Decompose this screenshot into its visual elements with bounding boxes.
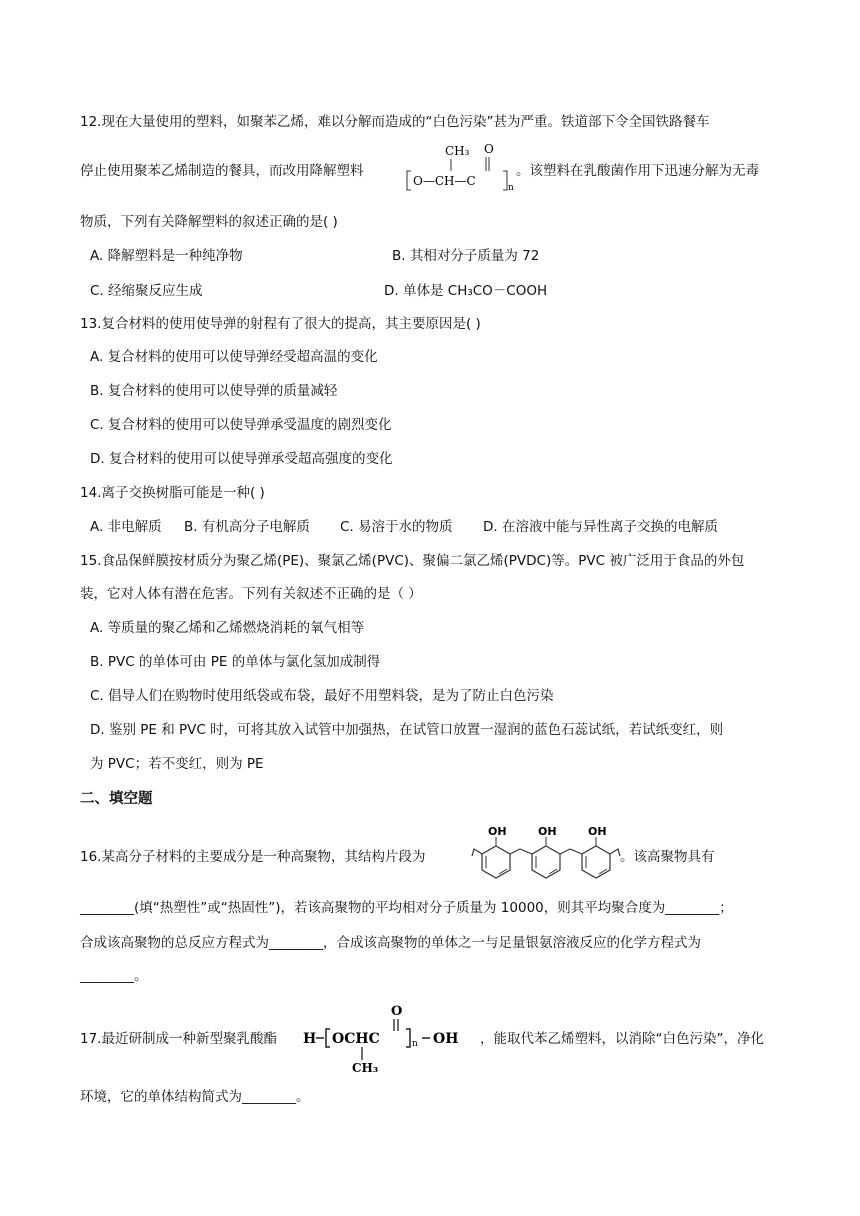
- q16-phenol-resin-structure: [462, 822, 622, 888]
- q15-option-b: B. PVC 的单体可由 PE 的单体与氯化氢加成制得: [90, 654, 381, 670]
- repeat-unit: O—CH—C: [413, 174, 476, 188]
- q16-blank-1[interactable]: ________: [80, 900, 134, 916]
- repeat-unit: OCHC: [332, 1031, 380, 1047]
- q16-line2: [80, 899, 733, 917]
- oh-label-1: OH: [488, 825, 507, 838]
- q15-option-d-line1: D. 鉴别 PE 和 PVC 时，可将其放入试管中加强热，在试管口放置一湿润的蓝色石蕊试纸，若试纸变红，则: [90, 722, 724, 738]
- q16-line2-text: (填“热塑性”或“热固性”)，若该高聚物的平均相对分子质量为 10000，则其平均聚合度为________；: [134, 900, 733, 916]
- q13-option-b: B. 复合材料的使用可以使导弹的质量减轻: [90, 383, 338, 399]
- oh-end-label: OH: [433, 1031, 459, 1047]
- q12-option-c: C. 经缩聚反应生成: [90, 283, 203, 299]
- q12-polymer-formula: [405, 140, 517, 196]
- section-title: 二、填空题: [80, 791, 153, 807]
- q16-line1-start: 16.某高分子材料的主要成分是一种高聚物，其结构片段为: [80, 849, 426, 865]
- q13-stem: 13.复合材料的使用使导弹的射程有了很大的提高，其主要原因是( ): [80, 316, 481, 332]
- q14-option-b: B. 有机高分子电解质: [184, 519, 310, 535]
- subscript-n: n: [508, 183, 514, 193]
- q12-option-d: D. 单体是 CH₃CO－COOH: [384, 283, 548, 299]
- carbonyl-o-label: O: [484, 142, 494, 156]
- q14-stem: 14.离子交换树脂可能是一种( ): [80, 485, 265, 501]
- q13-option-d: D. 复合材料的使用可以使导弹承受超高强度的变化: [90, 451, 393, 467]
- ch3-label: CH₃: [352, 1061, 379, 1074]
- q14-option-a: A. 非电解质: [90, 519, 162, 535]
- q12-option-a: A. 降解塑料是一种纯净物: [90, 248, 243, 264]
- q15-line2: 装，它对人体有潜在危害。下列有关叙述不正确的是（ ）: [80, 586, 422, 602]
- q16-line1-end: 。该高聚物具有: [620, 849, 715, 865]
- q12-line1: 12.现在大量使用的塑料，如聚苯乙烯，难以分解而造成的“白色污染”甚为严重。铁道部下令全国铁路餐车: [80, 114, 710, 130]
- subscript-n: n: [412, 1039, 418, 1049]
- q12-line3: 物质，下列有关降解塑料的叙述正确的是( ): [80, 214, 338, 230]
- q13-option-a: A. 复合材料的使用可以使导弹经受超高温的变化: [90, 349, 378, 365]
- oh-label-3: OH: [588, 825, 607, 838]
- q15-option-c: C. 倡导人们在购物时使用纸袋或布袋，最好不用塑料袋，是为了防止白色污染: [90, 688, 554, 704]
- q17-line2: 环境，它的单体结构简式为________。: [80, 1089, 310, 1105]
- q15-line1: 15.食品保鲜膜按材质分为聚乙烯(PE)、聚氯乙烯(PVC)、聚偏二氯乙烯(PVDC)等。PVC 被广泛用于食品的外包: [80, 553, 745, 569]
- q15-option-d-line2: 为 PVC；若不变红，则为 PE: [90, 756, 264, 772]
- carbonyl-o-label: O: [391, 1004, 403, 1019]
- h-end-label: H: [303, 1031, 317, 1047]
- oh-label-2: OH: [538, 825, 557, 838]
- q13-option-c: C. 复合材料的使用可以使导弹承受温度的剧烈变化: [90, 417, 392, 433]
- q14-option-d: D. 在溶液中能与异性离子交换的电解质: [483, 519, 718, 535]
- ch3-label: CH₃: [445, 144, 470, 158]
- q16-line3: 合成该高聚物的总反应方程式为________，合成该高聚物的单体之一与足量银氨溶液反应的化学方程式为: [80, 935, 701, 951]
- q17-line1-start: 17.最近研制成一种新型聚乳酸酯: [80, 1031, 277, 1047]
- q15-option-a: A. 等质量的聚乙烯和乙烯燃烧消耗的氧气相等: [90, 620, 365, 636]
- q16-line4: ________。: [80, 968, 148, 984]
- q17-polylactic-formula: [302, 1000, 490, 1074]
- q12-option-b: B. 其相对分子质量为 72: [392, 248, 540, 264]
- q17-line1-end: ，能取代苯乙烯塑料，以消除“白色污染”，净化: [480, 1031, 764, 1047]
- q12-line2-end: 。该塑料在乳酸菌作用下迅速分解为无毒: [516, 163, 759, 179]
- q14-option-c: C. 易溶于水的物质: [340, 519, 453, 535]
- q12-line2-start: 停止使用聚苯乙烯制造的餐具，而改用降解塑料: [80, 163, 364, 179]
